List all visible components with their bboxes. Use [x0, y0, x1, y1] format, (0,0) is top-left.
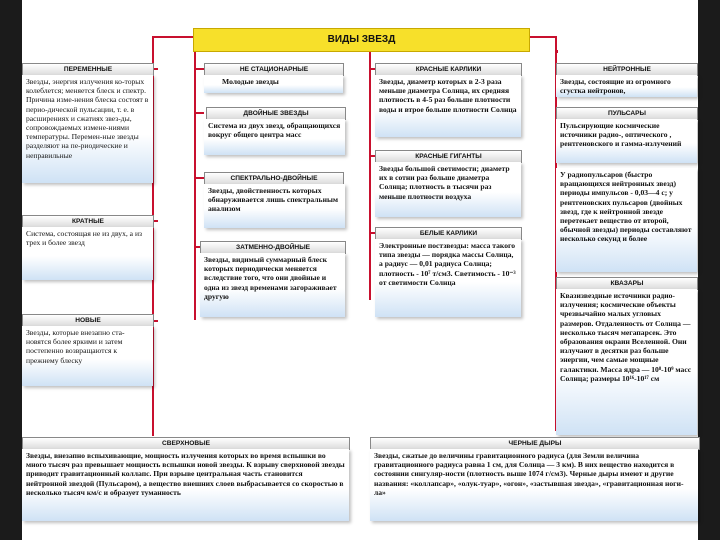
- nonstationary-text: Молодые звезды: [204, 75, 343, 93]
- multiple-stars-text: Система, состоящая не из двух, а из трех и более звезд: [22, 227, 153, 280]
- variable-stars-text: Звезды, энергия излучения ко-торых колеблется; меняется блеск и спектр. Причина изме-нения блеска состоят в перио-дической пульсации, т. е. в расширениях и сжатиях звез-ды, сопровождаемых измене-ниями температуры. Перемен-ные звезды разделяют на пе-риодические и неправильные: [22, 75, 153, 183]
- eclipsing-binary-header: ЗАТМЕННО-ДВОЙНЫЕ: [200, 241, 346, 254]
- connector-line: [528, 36, 556, 38]
- connector-line: [194, 177, 204, 179]
- double-stars-header: ДВОЙНЫЕ ЗВЕЗДЫ: [206, 107, 346, 120]
- new-stars-header: НОВЫЕ: [22, 314, 154, 327]
- quasars-header: КВАЗАРЫ: [556, 277, 698, 290]
- page-title: ВИДЫ ЗВЕЗД: [193, 28, 530, 52]
- black-holes-text: Звезды, сжатые до величины гравитационного радиуса (для Земли величина гравитационного радиуса равна 1 см, для Солнца — 3 км). В них вещество находится в состоянии сингуляр-ности (плотность выше 1074 г/см3). Черные дыры имеют и другие названия: «коллапсар», «олук-туар», «огон», «застывшая звезда», «гравитационная ноги-ла»: [370, 449, 698, 521]
- neutron-stars-text: Звезды, состоящие из огромного сгустка нейтронов,: [556, 75, 697, 97]
- connector-line: [369, 50, 371, 300]
- spectral-double-text: Звезды, двойственность которых обнаруживается лишь спектральным анализом: [204, 184, 345, 228]
- red-dwarfs-header: КРАСНЫЕ КАРЛИКИ: [375, 63, 522, 76]
- neutron-stars-header: НЕЙТРОННЫЕ: [556, 63, 698, 76]
- connector-line: [194, 50, 196, 320]
- nonstationary-header: НЕ СТАЦИОНАРНЫЕ: [204, 63, 344, 76]
- black-holes-header: ЧЕРНЫЕ ДЫРЫ: [370, 437, 700, 450]
- right-border-band: [698, 0, 720, 540]
- connector-line: [194, 112, 204, 114]
- red-dwarfs-text: Звезды, диаметр которых в 2-3 раза меньше диаметра Солнца, их средняя плотность в 4-5 раз больше плотности воды и втрое больше плотности Солнца: [375, 75, 521, 137]
- supernovae-header: СВЕРХНОВЫЕ: [22, 437, 350, 450]
- double-stars-text: Система из двух звезд, обращающихся вокруг общего центра масс: [204, 119, 345, 155]
- connector-line: [152, 36, 194, 38]
- multiple-stars-header: КРАТНЫЕ: [22, 215, 154, 228]
- spectral-double-header: СПЕКТРАЛЬНО-ДВОЙНЫЕ: [204, 172, 344, 185]
- red-giants-text: Звезды большой светимости; диаметр их в сотни раз больше диаметра Солнца; плотность в тысячи раз меньше плотности воздуха: [375, 162, 521, 217]
- pulsars-detail-text: У радиопульсаров (быстро вращающихся нейтронных звезд) периоды импульсов - 0,03—4 с; у рентгеновских пульсаров (двойных звезд, где к нейтронной звезде перетекает вещество от второй, обычной звезды) периоды составляют несколько секунд и более: [556, 168, 697, 272]
- variable-stars-header: ПЕРЕМЕННЫЕ: [22, 63, 154, 76]
- connector-line: [194, 68, 204, 70]
- pulsars-text: Пульсирующие космические источники радио-, оптического , рентгеновского и гамма-излучений: [556, 119, 697, 163]
- white-dwarfs-header: БЕЛЫЕ КАРЛИКИ: [375, 227, 522, 240]
- pulsars-header: ПУЛЬСАРЫ: [556, 107, 698, 120]
- eclipsing-binary-text: Звезды, видимый суммарный блеск которых периодически меняется вследствие того, что они двойные и одна из звезд временами загораживает другую: [200, 253, 345, 317]
- left-border-band: [0, 0, 22, 540]
- supernovae-text: Звезды, внезапно вспыхивающие, мощность излучения которых во время вспышки во много тысяч раз превышает мощность вспышки новой звезды. К взрыву сверхновой звезды приводит гравитационный коллапс. При взрыве центральная часть становится нейтронной звездой (Пульсаром), а вещество внешних слоев выбрасывается со скоростью в несколько тысяч км/с и образует туманность: [22, 449, 349, 521]
- quasars-text: Квазизвездные источники радио-излучения; космические объекты чрезвычайно малых угловых размеров. Отдаленность от Солнца — несколько тысяч мегапарсек. Это образования окраин Вселенной. Они излучают в десятки раз больше энергии, чем самые мощные галактики. Масса ядра — 10⁸-10⁹ масс Солнца; размеры 10¹⁶-10¹⁷ см: [556, 289, 697, 435]
- new-stars-text: Звезды, которые внезапно ста-новятся более яркими и затем постепенно возвращаются к прежнему блеску: [22, 326, 153, 386]
- white-dwarfs-text: Электронные постзвезды: масса такого типа звезды — порядка массы Солнца, а радиус — 0,01 радиуса Солнца; плотность - 10⁷ т/см3. Светимость - 10⁻³ от светимости Солнца: [375, 239, 521, 317]
- red-giants-header: КРАСНЫЕ ГИГАНТЫ: [375, 150, 522, 163]
- connector-line: [556, 50, 558, 53]
